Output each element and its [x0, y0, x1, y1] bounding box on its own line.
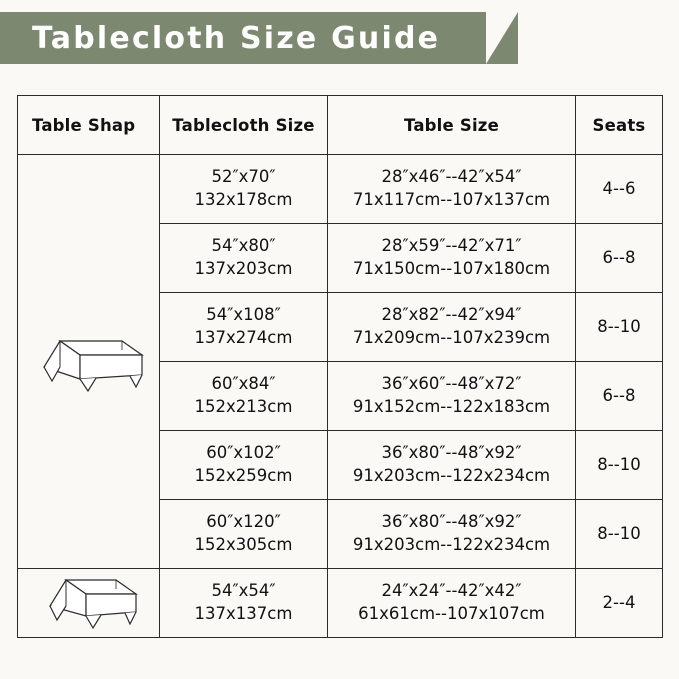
square-table-icon — [18, 570, 159, 636]
cloth-size-inches: 54″x80″ — [211, 236, 276, 256]
size-guide-table — [17, 95, 663, 638]
table-size-inches: 36″x80″--48″x92″ — [381, 443, 522, 463]
cell-seats: 6--8 — [576, 224, 663, 293]
table-header-row — [18, 96, 663, 155]
cell-tablecloth-size — [160, 569, 328, 638]
cell-table-size — [328, 224, 576, 293]
cell-tablecloth-size — [160, 431, 328, 500]
table-size-cm: 91x203cm--122x234cm — [352, 535, 551, 554]
cell-seats: 8--10 — [576, 431, 663, 500]
table-size-cm: 71x117cm--107x137cm — [352, 190, 551, 209]
cell-table-size — [328, 362, 576, 431]
table-size-inches: 28″x46″--42″x54″ — [381, 167, 522, 187]
cloth-size-cm: 137x274cm — [194, 328, 293, 347]
size-guide-table-wrap — [17, 95, 662, 638]
table-body — [18, 155, 663, 638]
cloth-size-inches: 54″x54″ — [211, 581, 276, 601]
table-size-inches: 24″x24″--42″x42″ — [381, 581, 522, 601]
cell-seats: 8--10 — [576, 293, 663, 362]
table-row — [18, 155, 663, 224]
column-header-table-shape: Table Shap — [18, 96, 160, 155]
cloth-size-cm: 152x213cm — [194, 397, 293, 416]
cell-seats: 8--10 — [576, 500, 663, 569]
square-table-icon-svg — [30, 570, 148, 636]
cloth-size-cm: 132x178cm — [194, 190, 293, 209]
cell-seats: 4--6 — [576, 155, 663, 224]
cell-table-size — [328, 155, 576, 224]
column-header-table-size: Table Size — [328, 96, 576, 155]
cloth-size-inches: 60″x102″ — [206, 443, 281, 463]
cloth-size-cm: 137x137cm — [194, 604, 293, 623]
cell-tablecloth-size — [160, 293, 328, 362]
cell-table-size — [328, 500, 576, 569]
table-size-cm: 61x61cm--107x107cm — [358, 604, 545, 623]
table-size-cm: 71x209cm--107x239cm — [352, 328, 551, 347]
table-size-inches: 36″x80″--48″x92″ — [381, 512, 522, 532]
header-banner — [0, 12, 486, 64]
square-table-icon-cell — [18, 569, 160, 638]
rectangular-table-icon — [18, 323, 159, 401]
page-title: Tablecloth Size Guide — [32, 20, 441, 56]
table-size-cm: 91x203cm--122x234cm — [352, 466, 551, 485]
cloth-size-inches: 54″x108″ — [206, 305, 281, 325]
cell-table-size — [328, 569, 576, 638]
cloth-size-inches: 60″x84″ — [211, 374, 276, 394]
cell-table-size — [328, 293, 576, 362]
table-size-cm: 71x150cm--107x180cm — [352, 259, 551, 278]
cell-tablecloth-size — [160, 224, 328, 293]
table-header — [18, 96, 663, 155]
rectangular-table-icon-cell — [18, 155, 160, 569]
table-size-cm: 91x152cm--122x183cm — [352, 397, 551, 416]
cloth-size-inches: 52″x70″ — [211, 167, 276, 187]
cloth-size-inches: 60″x120″ — [206, 512, 281, 532]
cloth-size-cm: 152x305cm — [194, 535, 293, 554]
cloth-size-cm: 137x203cm — [194, 259, 293, 278]
column-header-tablecloth-size: Tablecloth Size — [160, 96, 328, 155]
column-header-seats: Seats — [576, 96, 663, 155]
table-size-inches: 28″x59″--42″x71″ — [381, 236, 522, 256]
cell-table-size — [328, 431, 576, 500]
rectangular-table-icon-svg — [30, 323, 148, 401]
cell-tablecloth-size — [160, 362, 328, 431]
table-size-inches: 36″x60″--48″x72″ — [381, 374, 522, 394]
table-row — [18, 569, 663, 638]
cell-tablecloth-size — [160, 500, 328, 569]
table-size-inches: 28″x82″--42″x94″ — [381, 305, 522, 325]
cell-seats: 6--8 — [576, 362, 663, 431]
cell-seats: 2--4 — [576, 569, 663, 638]
cell-tablecloth-size — [160, 155, 328, 224]
cloth-size-cm: 152x259cm — [194, 466, 293, 485]
